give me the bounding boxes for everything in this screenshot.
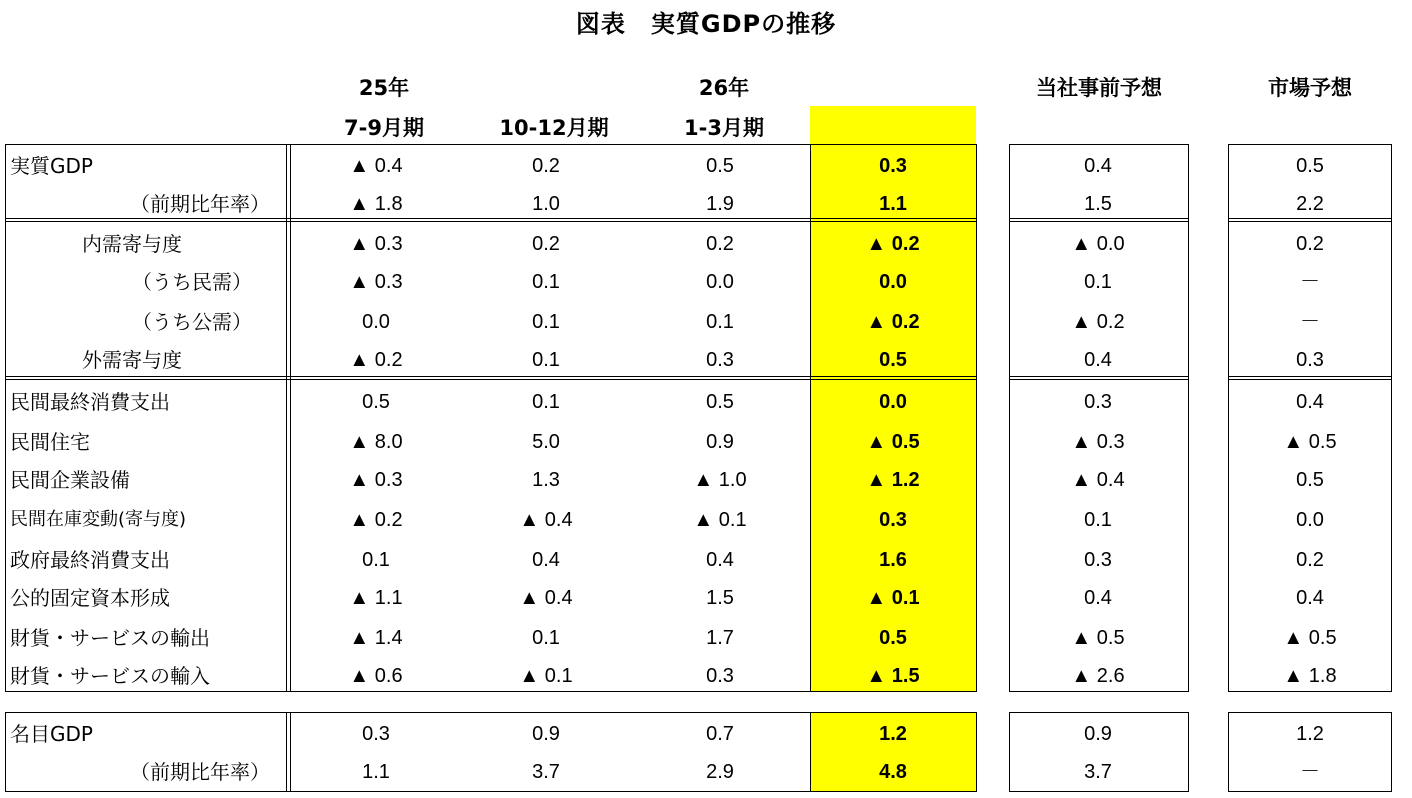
table-cell: ▲ 0.5: [1283, 431, 1337, 453]
table-cell: 0.5: [879, 627, 907, 649]
table-cell: 0.4: [1296, 391, 1324, 413]
table-cell: 0.7: [706, 723, 734, 745]
section-divider: [1228, 379, 1392, 380]
table-cell: 0.4: [1084, 155, 1112, 177]
table-cell: ▲ 0.2: [349, 349, 403, 371]
table-cell: 0.3: [362, 723, 390, 745]
table-cell: 0.1: [532, 311, 560, 333]
row-label: 実質GDP: [10, 154, 93, 178]
table-cell: 0.5: [1296, 469, 1324, 491]
row-label: （うち公需）: [132, 310, 252, 334]
table-cell: 0.4: [1084, 587, 1112, 609]
table-cell: －: [1300, 311, 1320, 333]
table-cell: 0.1: [532, 349, 560, 371]
table-cell: 0.3: [706, 665, 734, 687]
table-cell: ▲ 1.5: [866, 665, 920, 687]
table-cell: 0.9: [706, 431, 734, 453]
row-label: 財貨・サービスの輸出: [10, 626, 210, 650]
table-cell: 3.7: [532, 761, 560, 783]
table-cell: ▲ 1.8: [349, 193, 403, 215]
table-cell: ▲ 2.6: [1071, 665, 1125, 687]
table-cell: 0.4: [1296, 587, 1324, 609]
table-cell: 0.2: [706, 233, 734, 255]
table-cell: 0.1: [532, 271, 560, 293]
table-cell: 0.4: [1084, 349, 1112, 371]
table-cell: 0.5: [879, 349, 907, 371]
table-cell: ▲ 1.1: [349, 587, 403, 609]
table-cell: ▲ 8.0: [349, 431, 403, 453]
table-cell: ▲ 0.1: [519, 665, 573, 687]
table-cell: －: [1300, 271, 1320, 293]
table-cell: 1.2: [879, 723, 907, 745]
table-cell: 1.2: [1296, 723, 1324, 745]
table-cell: ▲ 0.2: [349, 509, 403, 531]
table-cell: 1.5: [1084, 193, 1112, 215]
table-cell: ▲ 0.4: [519, 587, 573, 609]
table-cell: ▲ 0.1: [693, 509, 747, 531]
header-year-26: 26年: [698, 76, 750, 100]
table-cell: 0.4: [706, 549, 734, 571]
table-cell: 1.1: [879, 193, 907, 215]
table-cell: 5.0: [532, 431, 560, 453]
separator-line: [286, 144, 287, 692]
table-cell: 0.0: [362, 311, 390, 333]
table-cell: ▲ 0.3: [1071, 431, 1125, 453]
header-company-forecast: 当社事前予想: [1036, 76, 1162, 100]
page-title: 図表 実質GDPの推移: [575, 10, 837, 38]
table-cell: 0.5: [706, 155, 734, 177]
row-label: 財貨・サービスの輸入: [10, 664, 210, 688]
table-cell: 0.2: [532, 155, 560, 177]
table-cell: 0.9: [1084, 723, 1112, 745]
table-cell: 0.3: [706, 349, 734, 371]
table-cell: ▲ 0.4: [1071, 469, 1125, 491]
table-cell: ▲ 0.5: [1283, 627, 1337, 649]
table-cell: 0.1: [532, 627, 560, 649]
row-label: （前期比年率）: [130, 760, 270, 784]
table-cell: 1.3: [532, 469, 560, 491]
table-cell: ▲ 0.5: [866, 431, 920, 453]
table-cell: 0.1: [706, 311, 734, 333]
table-cell: ▲ 0.2: [866, 311, 920, 333]
table-cell: 0.0: [879, 271, 907, 293]
section-divider: [1009, 379, 1189, 380]
table-cell: 1.9: [706, 193, 734, 215]
table-cell: ▲ 0.3: [349, 271, 403, 293]
table-cell: ▲ 0.6: [349, 665, 403, 687]
row-label: 政府最終消費支出: [10, 548, 170, 572]
row-label: 内需寄与度: [82, 232, 182, 256]
table-cell: 0.5: [1296, 155, 1324, 177]
table-cell: 0.2: [1296, 233, 1324, 255]
row-label: 名目GDP: [10, 722, 93, 746]
table-cell: ▲ 0.1: [866, 587, 920, 609]
table-cell: 0.5: [706, 391, 734, 413]
table-cell: ▲ 1.4: [349, 627, 403, 649]
table-cell: 0.3: [879, 509, 907, 531]
table-cell: 0.0: [1296, 509, 1324, 531]
row-label: 民間企業設備: [10, 468, 130, 492]
table-cell: 2.2: [1296, 193, 1324, 215]
header-market-forecast: 市場予想: [1268, 76, 1352, 100]
table-cell: 2.9: [706, 761, 734, 783]
table-cell: ▲ 0.3: [349, 233, 403, 255]
table-cell: ▲ 0.0: [1071, 233, 1125, 255]
table-cell: ▲ 1.0: [693, 469, 747, 491]
table-cell: 0.1: [1084, 271, 1112, 293]
table-cell: 0.1: [1084, 509, 1112, 531]
row-label: 民間最終消費支出: [10, 390, 170, 414]
row-label: 民間住宅: [10, 430, 90, 454]
header-period-q3: 7-9月期: [344, 116, 424, 140]
table-cell: 0.4: [532, 549, 560, 571]
table-cell: ▲ 0.2: [1071, 311, 1125, 333]
separator-line: [290, 712, 291, 792]
row-label: 民間在庫変動(寄与度): [10, 509, 187, 530]
table-cell: 0.0: [879, 391, 907, 413]
table-cell: 0.9: [532, 723, 560, 745]
table-cell: 0.0: [706, 271, 734, 293]
table-cell: ▲ 0.4: [349, 155, 403, 177]
table-cell: 0.2: [532, 233, 560, 255]
table-cell: 0.3: [1084, 391, 1112, 413]
table-cell: 4.8: [879, 761, 907, 783]
table-cell: ▲ 0.5: [1071, 627, 1125, 649]
header-period-q1: 1-3月期: [684, 116, 764, 140]
header-year-25: 25年: [358, 76, 410, 100]
separator-line: [810, 712, 811, 792]
table-cell: 0.1: [532, 391, 560, 413]
table-cell: －: [1300, 761, 1320, 783]
separator-line: [286, 712, 287, 792]
section-divider: [5, 379, 977, 380]
separator-line: [810, 144, 811, 692]
table-cell: ▲ 0.2: [866, 233, 920, 255]
row-label: 公的固定資本形成: [10, 586, 170, 610]
table-cell: 1.5: [706, 587, 734, 609]
table-cell: ▲ 0.3: [349, 469, 403, 491]
row-label: 外需寄与度: [82, 348, 182, 372]
table-cell: 1.0: [532, 193, 560, 215]
table-cell: 1.7: [706, 627, 734, 649]
table-cell: 3.7: [1084, 761, 1112, 783]
separator-line: [290, 144, 291, 692]
header-period-q4: 10-12月期: [499, 116, 609, 140]
table-cell: 0.3: [1296, 349, 1324, 371]
table-cell: 0.5: [362, 391, 390, 413]
table-cell: 0.2: [1296, 549, 1324, 571]
table-cell: 1.6: [879, 549, 907, 571]
table-cell: ▲ 0.4: [519, 509, 573, 531]
table-cell: ▲ 1.8: [1283, 665, 1337, 687]
row-label: （前期比年率）: [130, 192, 270, 216]
table-cell: 0.1: [362, 549, 390, 571]
row-label: （うち民需）: [132, 270, 252, 294]
table-cell: ▲ 1.2: [866, 469, 920, 491]
table-cell: 0.3: [1084, 549, 1112, 571]
table-cell: 1.1: [362, 761, 390, 783]
table-cell: 0.3: [879, 155, 907, 177]
